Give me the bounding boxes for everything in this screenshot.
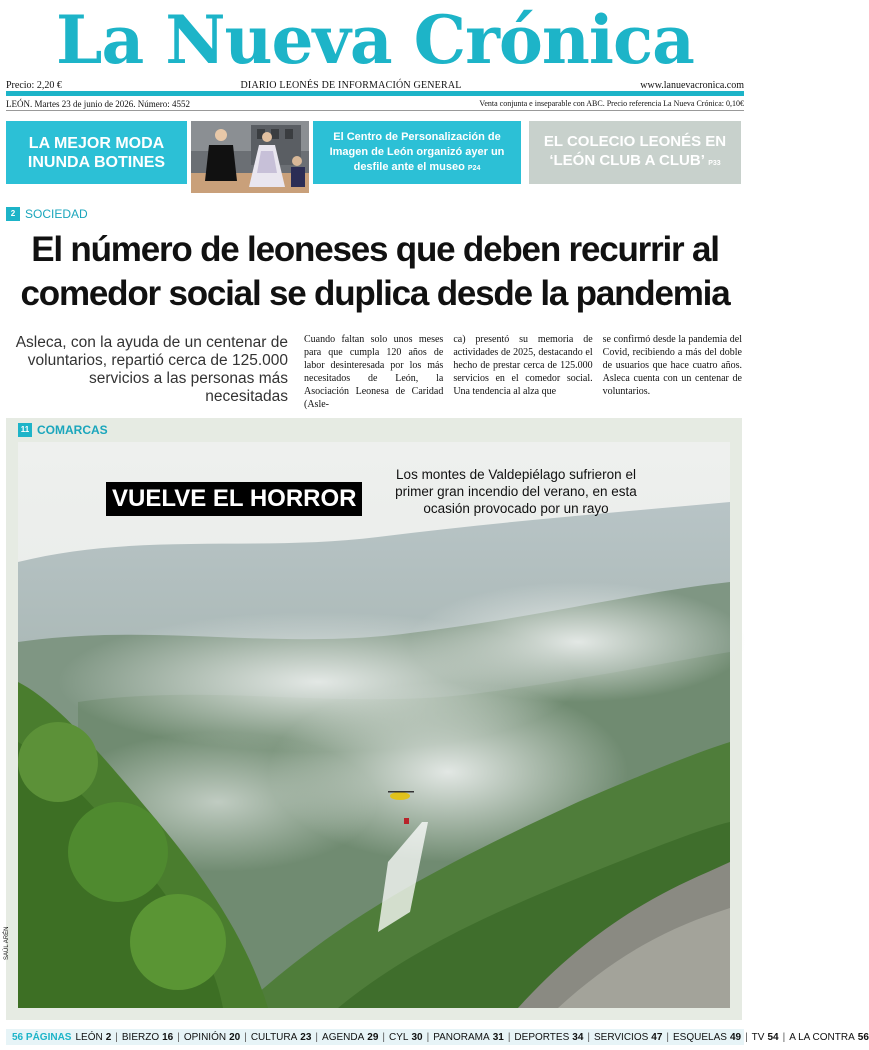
index-item-a-la-contra[interactable] xyxy=(789,1032,869,1043)
section-page-number: 2 xyxy=(6,207,20,221)
wildfire-photo[interactable] xyxy=(18,442,730,1008)
date-bar xyxy=(6,97,744,111)
index-label: A LA CONTRA xyxy=(789,1031,855,1043)
index-page: 16 xyxy=(162,1031,174,1043)
index-separator: | xyxy=(115,1031,118,1043)
index-page: 54 xyxy=(767,1031,779,1043)
index-separator: | xyxy=(177,1031,180,1043)
lead-body-col-1: Cuando faltan solo unos meses para que cumpla 120 años de labor desinteresada por los más necesitados de León, la Asociación Leonesa de Caridad (Asle- xyxy=(304,334,444,410)
index-label: CYL xyxy=(389,1031,409,1043)
wildfire-photo-image xyxy=(18,442,730,1008)
info-bar xyxy=(6,78,744,92)
index-separator: | xyxy=(382,1031,385,1043)
joint-sale-note: Venta conjunta e inseparable con ABC. Precio referencia La Nueva Crónica: 0,10€ xyxy=(479,99,744,108)
index-page: 30 xyxy=(411,1031,423,1043)
teaser-colegio[interactable] xyxy=(529,121,741,184)
website-link[interactable]: www.lanuevacronica.com xyxy=(640,79,744,91)
index-item-opinion[interactable] xyxy=(184,1032,240,1043)
lead-headline[interactable]: El número de leoneses que deben recurrir al comedor social se duplica desde la pandemia xyxy=(20,230,730,313)
index-item-panorama[interactable] xyxy=(433,1032,504,1043)
index-item-leon[interactable] xyxy=(75,1032,111,1043)
index-separator: | xyxy=(315,1031,319,1043)
tagline: DIARIO LEONÉS DE INFORMACIÓN GENERAL xyxy=(240,79,462,91)
index-page: 47 xyxy=(651,1031,663,1043)
price-label: Precio: 2,20 € xyxy=(6,79,62,91)
teaser-image-center-page: P24 xyxy=(467,164,481,172)
index-item-cultura[interactable] xyxy=(251,1032,312,1043)
teaser-image-center-text xyxy=(321,130,513,176)
teaser-colegio-text xyxy=(537,132,733,173)
index-label: OPINIÓN xyxy=(183,1031,227,1043)
lead-body xyxy=(304,333,742,411)
page-count: 56 PÁGINAS xyxy=(12,1031,72,1043)
index-page: 23 xyxy=(300,1031,312,1043)
index-item-bierzo[interactable] xyxy=(122,1032,173,1043)
photo-caption: Los montes de Valdepiélago sufrieron el primer gran incendio del verano, en esta ocasión provocado por un rayo xyxy=(395,467,637,516)
index-label: PANORAMA xyxy=(433,1031,490,1043)
teaser-fashion-text: LA MEJOR MODA INUNDA BOTINES xyxy=(27,134,166,171)
lead-body-col-3: se confirmó desde la pandemia del Covid, recibiendo a más del doble de usuarios que hace cuatro años. Asleca cuenta con un centenar de voluntarios. xyxy=(602,334,742,397)
index-label: AGENDA xyxy=(322,1031,365,1043)
teaser-fashion-photo[interactable] xyxy=(191,121,309,193)
index-separator: | xyxy=(587,1031,590,1043)
section-page-number: 11 xyxy=(18,423,32,437)
index-item-esquelas[interactable] xyxy=(673,1032,741,1043)
index-item-servicios[interactable] xyxy=(594,1032,662,1043)
index-page: 49 xyxy=(729,1031,742,1043)
index-page: 31 xyxy=(492,1031,504,1043)
index-page: 56 xyxy=(857,1031,869,1043)
index-label: ESQUELAS xyxy=(673,1031,727,1043)
section-name: COMARCAS xyxy=(37,423,108,437)
teaser-image-center[interactable] xyxy=(313,121,521,184)
index-label: LEÓN xyxy=(75,1031,103,1043)
teaser-colegio-copy: EL COLECIO LEONÉS EN ‘LEÓN CLUB A CLUB’ xyxy=(543,133,727,169)
index-item-agenda[interactable] xyxy=(322,1032,378,1043)
photo-kicker: VUELVE EL HORROR xyxy=(106,482,362,516)
index-label: TV xyxy=(751,1031,765,1043)
section-name: SOCIEDAD xyxy=(25,207,88,221)
index-label: SERVICIOS xyxy=(594,1031,649,1043)
newspaper-title: La Nueva Crónica xyxy=(56,1,694,79)
page-index xyxy=(6,1029,869,1045)
masthead xyxy=(0,0,750,80)
lead-body-col-2: ca) presentó su memoria de actividades de 2025, destacando el hecho de prestar cerca de 125.000 servicios en el comedor social. Una tendencia al alza que xyxy=(453,334,593,397)
index-page: 29 xyxy=(367,1031,379,1043)
index-page: 20 xyxy=(229,1031,241,1043)
index-item-tv[interactable] xyxy=(752,1032,779,1043)
photo-credit: SAÚL ARÉN xyxy=(4,926,10,960)
index-label: DEPORTES xyxy=(514,1031,570,1043)
index-separator: | xyxy=(782,1031,786,1043)
lead-subhead: Asleca, con la ayuda de un centenar de voluntarios, repartió cerca de 125.000 servicios a las personas más necesitadas xyxy=(15,334,288,405)
index-page: 2 xyxy=(105,1031,112,1043)
teaser-colegio-page: P33 xyxy=(708,160,721,167)
fashion-photo-image xyxy=(191,121,309,193)
index-page: 34 xyxy=(572,1031,584,1043)
section-tag-comarcas xyxy=(18,423,108,437)
index-label: CULTURA xyxy=(250,1031,298,1043)
index-item-deportes[interactable] xyxy=(514,1032,583,1043)
index-item-cyl[interactable] xyxy=(389,1032,423,1043)
teaser-fashion[interactable] xyxy=(6,121,187,184)
index-label: BIERZO xyxy=(121,1031,160,1043)
index-separator: | xyxy=(426,1031,430,1043)
index-separator: | xyxy=(507,1031,511,1043)
section-tag-sociedad xyxy=(6,207,88,221)
teaser-image-center-copy: El Centro de Personalización de Imagen de León organizó ayer un desfile ante el museo xyxy=(329,130,505,173)
issue-date: LEÓN. Martes 23 de junio de 2026. Número: 4552 xyxy=(6,98,190,109)
index-separator: | xyxy=(666,1031,670,1043)
index-separator: | xyxy=(745,1031,748,1043)
brand-divider xyxy=(6,91,744,96)
index-separator: | xyxy=(244,1031,247,1043)
